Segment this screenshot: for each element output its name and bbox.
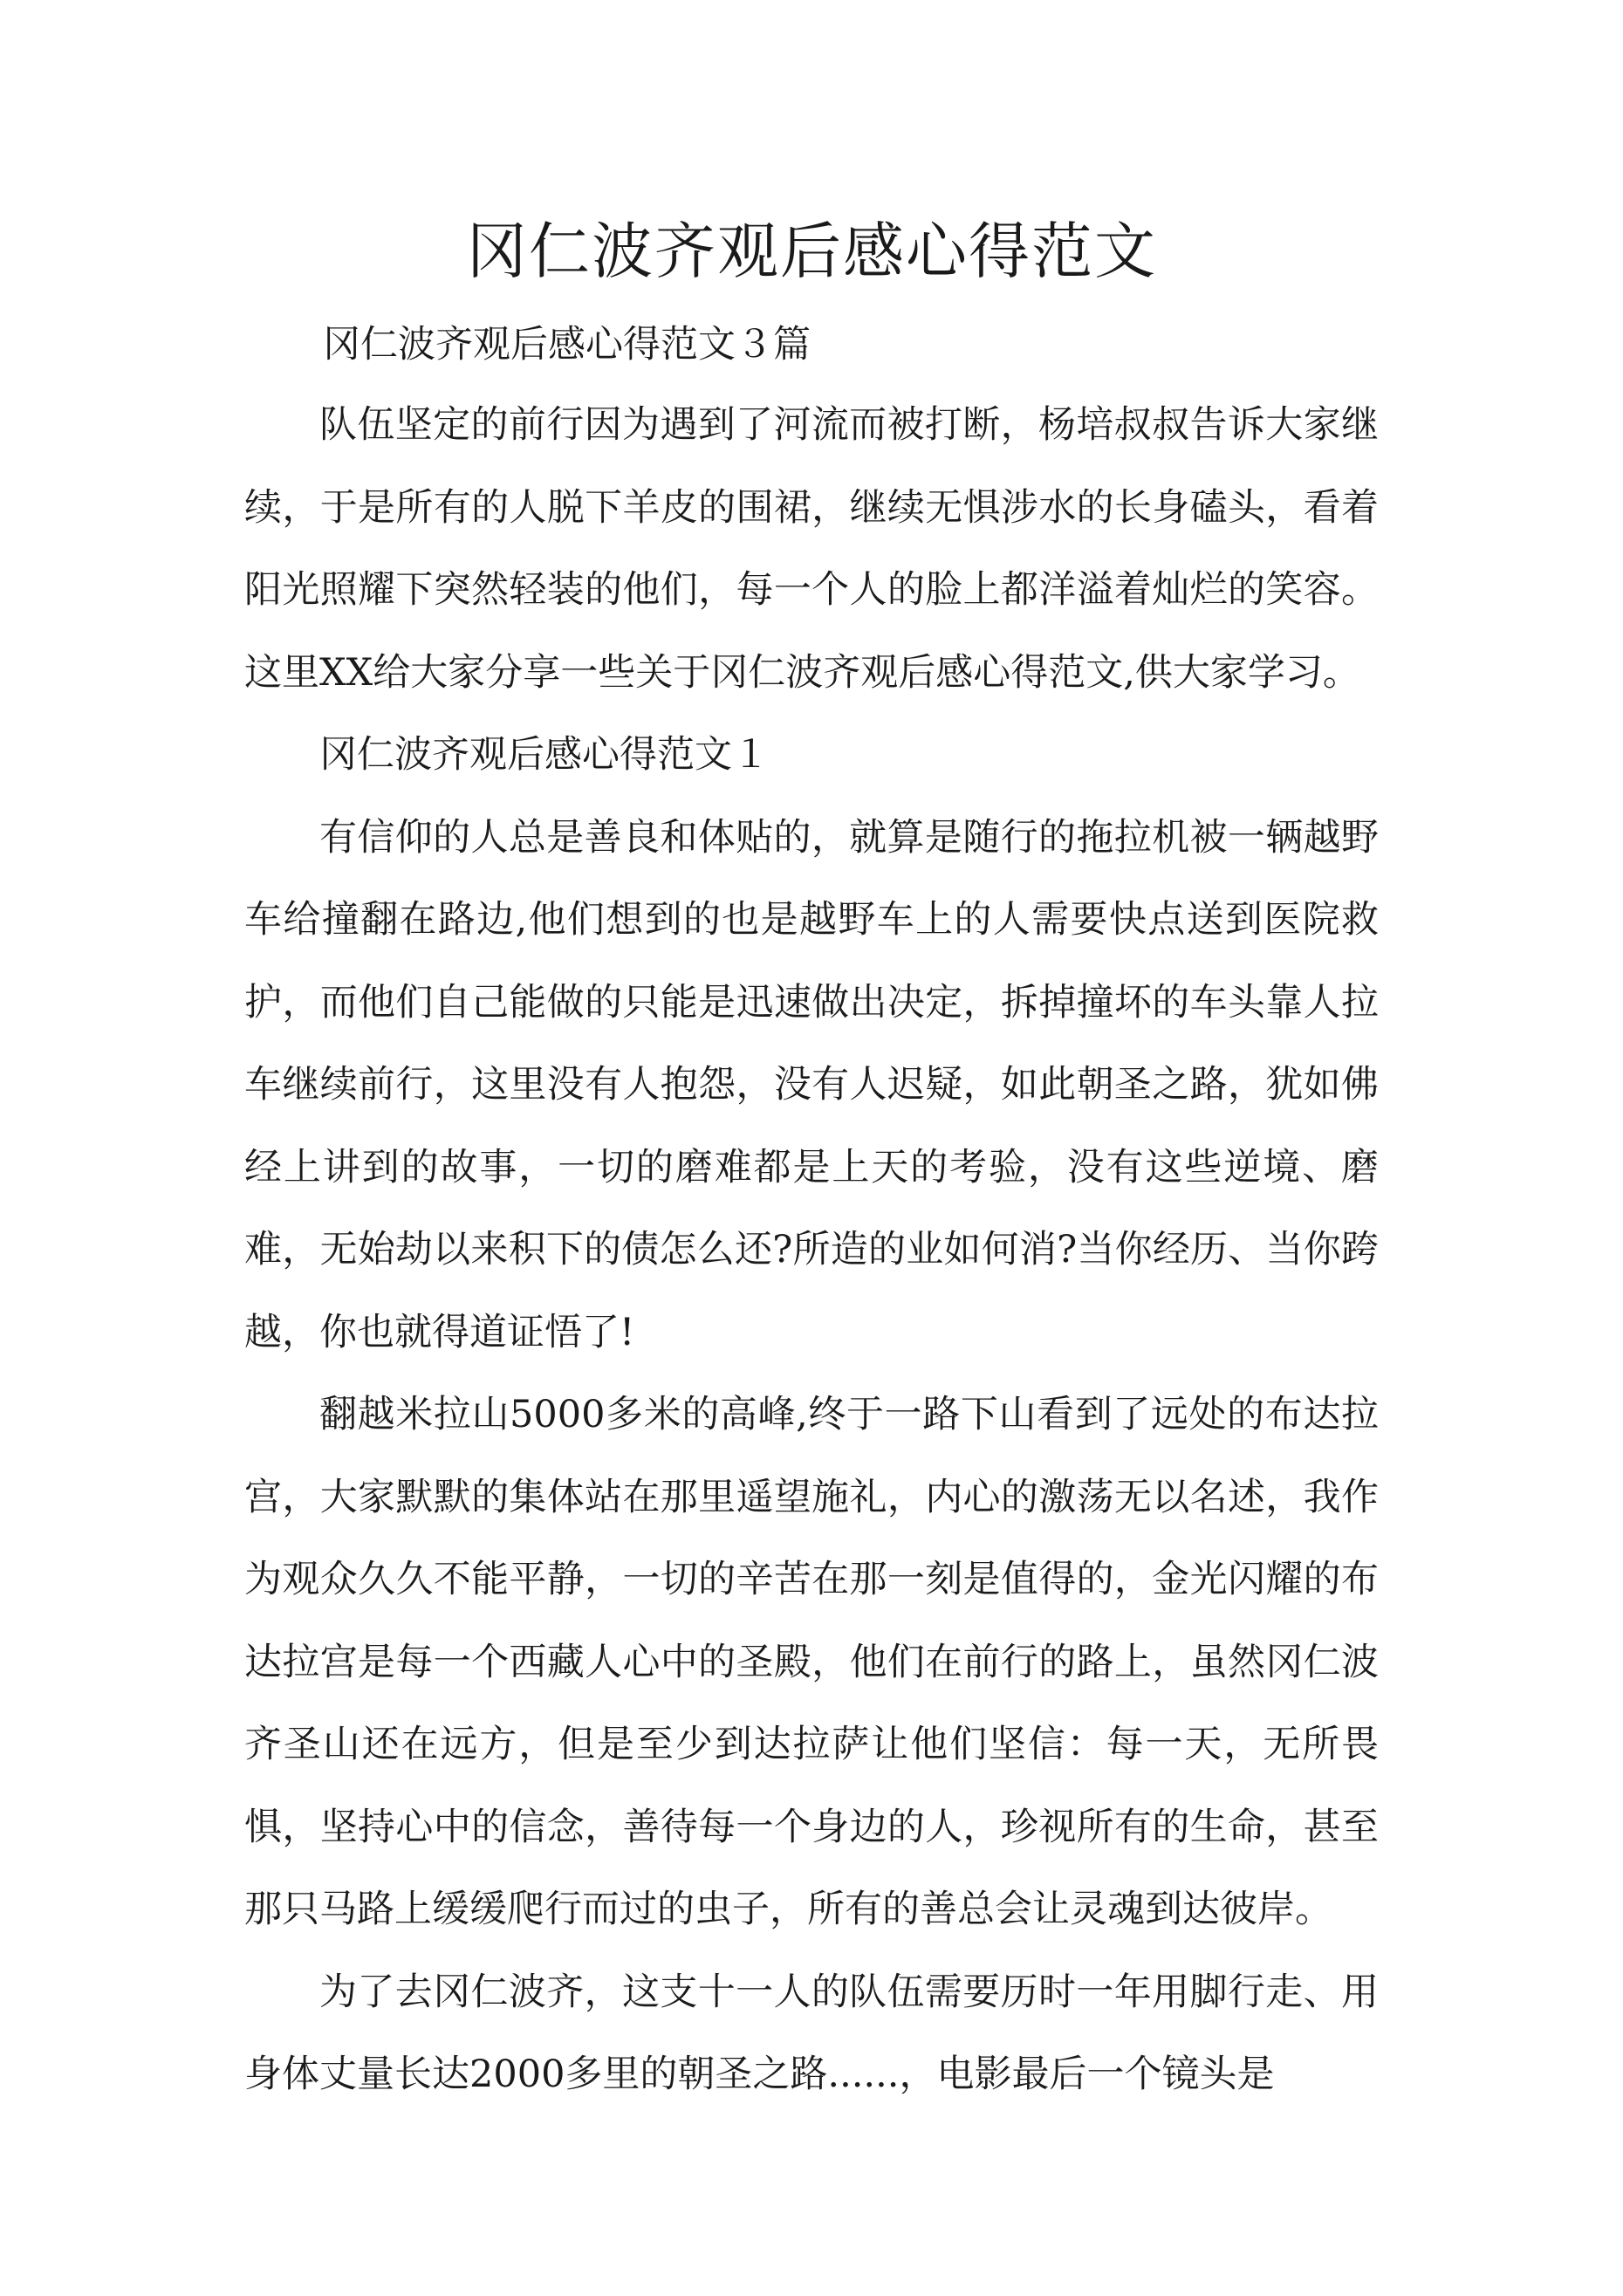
paragraph-intro: 队伍坚定的前行因为遇到了河流而被打断，杨培叔叔告诉大家继续，于是所有的人脱下羊皮的围裙，继续无惧涉水的长身磕头，看着阳光照耀下突然轻装的他们，每一个人的脸上都洋溢着灿烂的笑容。这里XX给大家分享一些关于冈仁波齐观后感心得范文,供大家学习。 [244,403,1379,695]
document-title: 冈仁波齐观后感心得范文 [466,216,1157,287]
paragraph-potala: 翻越米拉山5000多米的高峰,终于一路下山看到了远处的布达拉宫，大家默默的集体站在那里遥望施礼，内心的激荡无以名述，我作为观众久久不能平静，一切的辛苦在那一刻是值得的，金光闪耀的布达拉宫是每一个西藏人心中的圣殿，他们在前行的路上，虽然冈仁波齐圣山还在远方，但是至少到达拉萨让他们坚信：每一天，无所畏惧，坚持心中的信念，善待每一个身边的人，珍视所有的生命，甚至那只马路上缓缓爬行而过的虫子，所有的善总会让灵魂到达彼岸。 [244,1393,1379,1931]
document-subtitle: 冈仁波齐观后感心得范文３篇 [323,323,811,367]
paragraph-tractor: 有信仰的人总是善良和体贴的，就算是随行的拖拉机被一辆越野车给撞翻在路边,他们想到的也是越野车上的人需要快点送到医院救护，而他们自己能做的只能是迅速做出决定，拆掉撞坏的车头靠人拉车继续前行，这里没有人抱怨，没有人迟疑，如此朝圣之路，犹如佛经上讲到的故事，一切的磨难都是上天的考验，没有这些逆境、磨难，无始劫以来积下的债怎么还?所造的业如何消?当你经历、当你跨越，你也就得道证悟了! [244,815,1379,1354]
document-body [244,384,1379,2116]
section-heading-1: 冈仁波齐观后感心得范文１ [319,733,770,777]
paragraph-pilgrimage: 为了去冈仁波齐，这支十一人的队伍需要历时一年用脚行走、用身体丈量长达2000多里的朝圣之路......，电影最后一个镜头是 [244,1970,1379,2096]
